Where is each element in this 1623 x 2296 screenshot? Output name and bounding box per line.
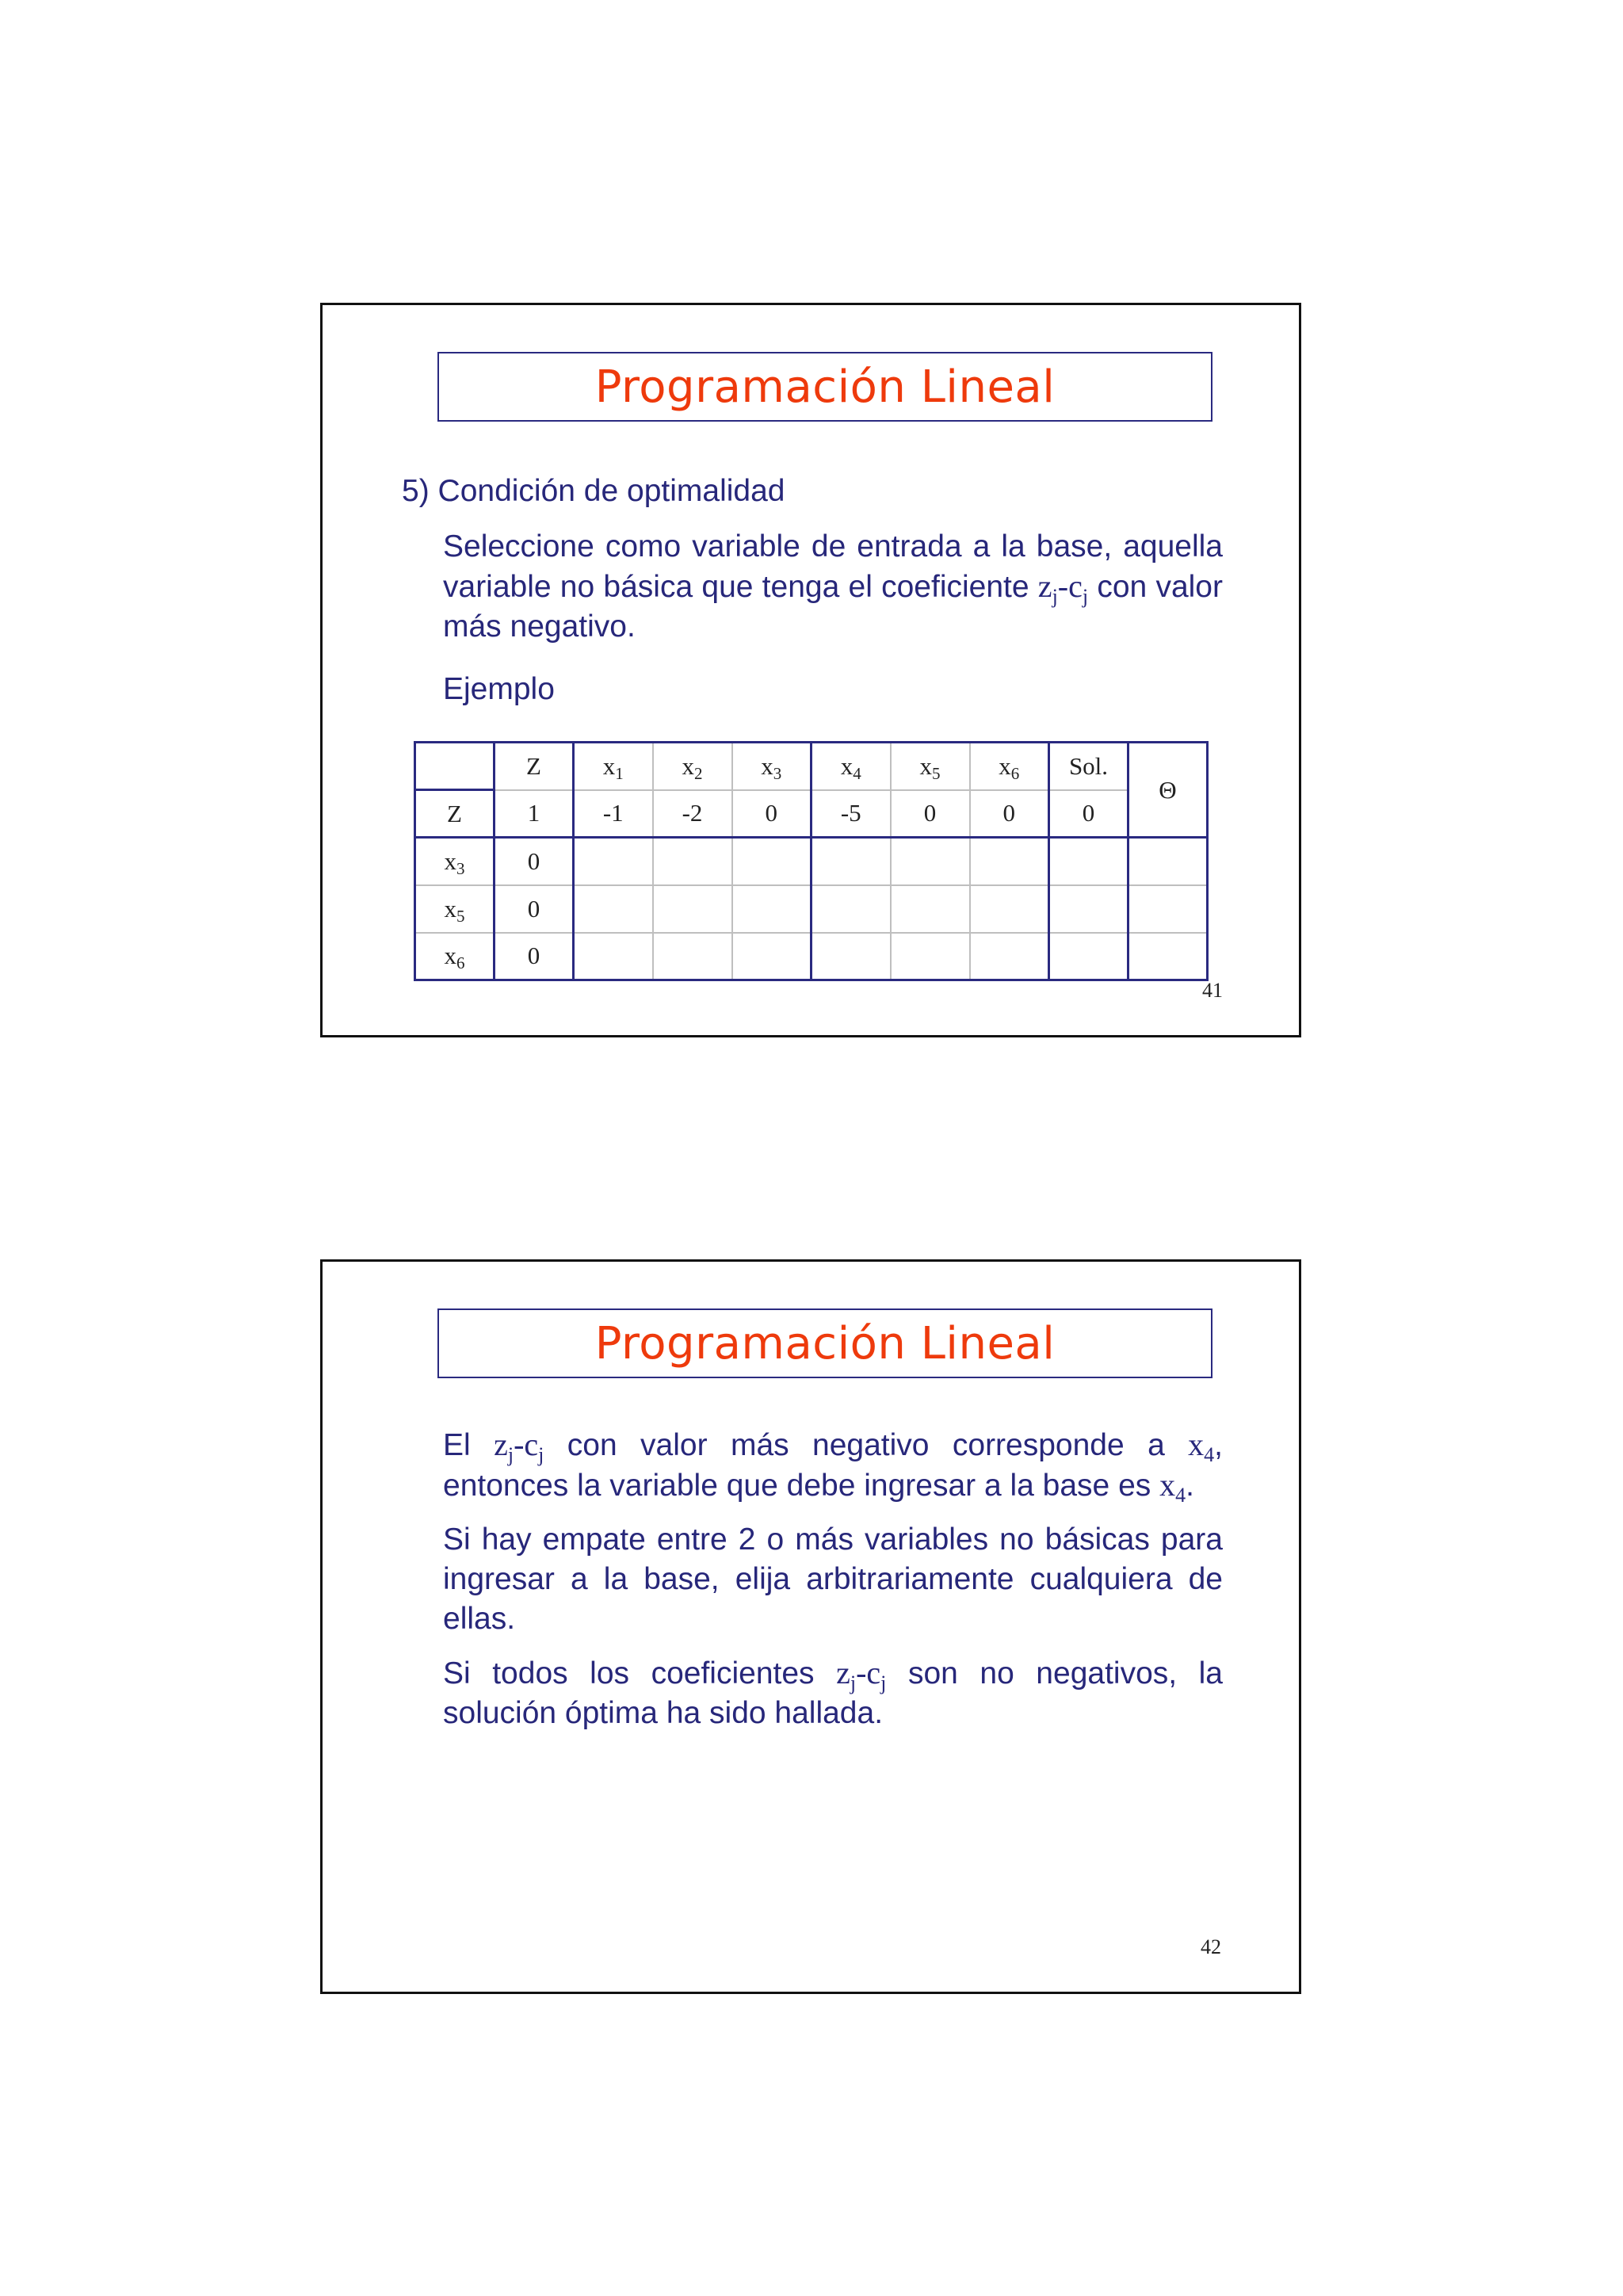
table-cell bbox=[812, 838, 891, 885]
table-row-label: $x_6$ bbox=[415, 933, 495, 980]
zj-cj-term: $z_j-c_j$ bbox=[836, 1655, 887, 1694]
table-row-x5 bbox=[415, 885, 1208, 933]
table-cell: 0 bbox=[1049, 790, 1128, 838]
section-heading bbox=[402, 472, 1226, 511]
table-cell bbox=[970, 838, 1049, 885]
slide-42 bbox=[320, 1259, 1301, 1994]
table-cell bbox=[732, 885, 812, 933]
slide-title: Programación Lineal bbox=[594, 1317, 1056, 1370]
table-row-x3 bbox=[415, 838, 1208, 885]
table-cell bbox=[1049, 933, 1128, 980]
table-cell: 0 bbox=[495, 885, 574, 933]
table-cell bbox=[970, 885, 1049, 933]
table-cell bbox=[732, 933, 812, 980]
table-header-cell: $x_5$ bbox=[891, 743, 970, 790]
rule-text-end: con valor más negativo. bbox=[443, 570, 1223, 644]
table-header-cell: $x_6$ bbox=[970, 743, 1049, 790]
table-cell bbox=[1128, 885, 1208, 933]
table-cell bbox=[574, 933, 653, 980]
table-cell: -2 bbox=[653, 790, 732, 838]
paragraph-3: Si todos los coeficientes $z_j-c_j$ son no negativos, la solución óptima ha sido hallada. bbox=[443, 1655, 1223, 1730]
heading-number: 5) bbox=[402, 474, 430, 508]
zj-cj-term: $z_j-c_j$ bbox=[1037, 568, 1089, 608]
variable-x4: $x_4$ bbox=[1188, 1427, 1215, 1466]
variable-x4: $x_4$ bbox=[1159, 1467, 1186, 1507]
slide-title-box bbox=[437, 1308, 1212, 1378]
heading-text: Condición de optimalidad bbox=[437, 474, 785, 508]
example-label: Ejemplo bbox=[443, 672, 555, 706]
table-row-label: $x_3$ bbox=[415, 838, 495, 885]
table-cell bbox=[653, 838, 732, 885]
table-cell: -5 bbox=[812, 790, 891, 838]
table-cell bbox=[1128, 933, 1208, 980]
table-cell bbox=[891, 838, 970, 885]
page-number: 42 bbox=[1201, 1935, 1221, 1958]
table-header-cell: Z bbox=[495, 743, 574, 790]
page-number: 41 bbox=[1202, 979, 1223, 1002]
table-header-cell: $x_4$ bbox=[812, 743, 891, 790]
table-cell: 1 bbox=[495, 790, 574, 838]
table-cell: 0 bbox=[732, 790, 812, 838]
slide-body bbox=[443, 1425, 1223, 1733]
table-cell bbox=[891, 885, 970, 933]
table-cell bbox=[653, 885, 732, 933]
table-cell bbox=[1049, 885, 1128, 933]
table-header-cell: $x_3$ bbox=[732, 743, 812, 790]
table-cell bbox=[970, 933, 1049, 980]
table-cell: 0 bbox=[970, 790, 1049, 838]
paragraph-1: El $z_j-c_j$ con valor más negativo corresponde a $x_4$, entonces la variable que debe ingresar a la base es $x_4$. bbox=[443, 1427, 1223, 1507]
table-cell bbox=[891, 933, 970, 980]
table-cell: -1 bbox=[574, 790, 653, 838]
rule-paragraph bbox=[443, 527, 1223, 647]
table-cell bbox=[812, 933, 891, 980]
table-cell bbox=[574, 885, 653, 933]
table-cell: 0 bbox=[891, 790, 970, 838]
table-cell bbox=[732, 838, 812, 885]
table-row-z bbox=[415, 790, 1208, 838]
table-row-label: $x_5$ bbox=[415, 885, 495, 933]
table-header-row bbox=[415, 743, 1208, 790]
table-cell bbox=[1128, 838, 1208, 885]
table-cell: 0 bbox=[495, 933, 574, 980]
table-cell bbox=[653, 933, 732, 980]
slide-title-box bbox=[437, 352, 1212, 422]
table-cell bbox=[1049, 838, 1128, 885]
table-cell: 0 bbox=[495, 838, 574, 885]
table-row-x6 bbox=[415, 933, 1208, 980]
rule-text: Seleccione como variable de entrada a la base, aquella variable no básica que tenga el coeficiente bbox=[443, 529, 1223, 604]
simplex-tableau bbox=[414, 741, 1209, 981]
table-cell bbox=[812, 885, 891, 933]
table-cell bbox=[574, 838, 653, 885]
table-cell bbox=[415, 743, 495, 790]
paragraph-2: Si hay empate entre 2 o más variables no básicas para ingresar a la base, elija arbitrariamente cualquiera de ellas. bbox=[443, 1522, 1223, 1636]
table-header-cell: Sol. bbox=[1049, 743, 1128, 790]
table-header-cell: $x_2$ bbox=[653, 743, 732, 790]
table-header-cell: $x_1$ bbox=[574, 743, 653, 790]
slide-41 bbox=[320, 303, 1301, 1037]
slide-title: Programación Lineal bbox=[594, 361, 1056, 413]
table-row-label: Z bbox=[415, 790, 495, 838]
theta-header-cell: Θ bbox=[1128, 743, 1208, 838]
zj-cj-term: $z_j-c_j$ bbox=[494, 1427, 544, 1466]
